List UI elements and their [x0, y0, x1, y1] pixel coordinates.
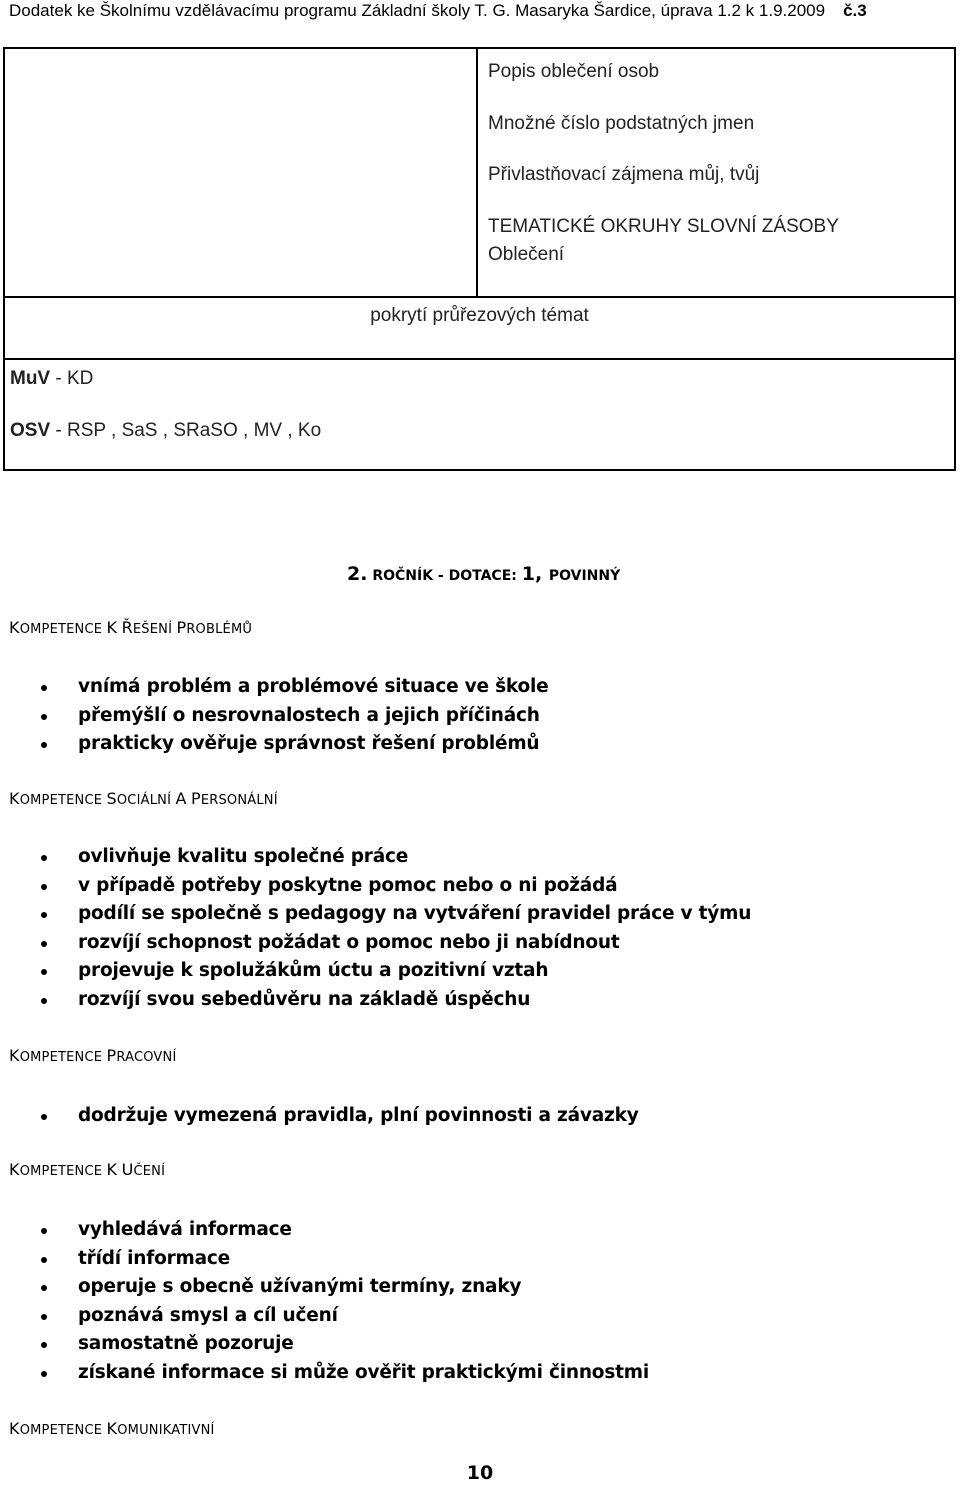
grade-heading: 2. ROČNÍK - DOTACE: 1, POVINNÝ	[347, 563, 621, 585]
list-item: podílí se společně s pedagogy na vytváření pravidel práce v týmu	[0, 900, 751, 929]
competence-heading: KOMPETENCE K ŘEŠENÍ PROBLÉMŮ	[9, 618, 253, 637]
row-divider	[5, 358, 954, 360]
coverage-key: MuV	[10, 368, 51, 389]
list-item: poznává smysl a cíl učení	[0, 1302, 649, 1331]
competence-heading: KOMPETENCE KOMUNIKATIVNÍ	[9, 1419, 215, 1438]
list-item: získané informace si může ověřit praktickými činnostmi	[0, 1359, 649, 1388]
competence-heading: KOMPETENCE SOCIÁLNÍ A PERSONÁLNÍ	[9, 789, 278, 808]
coverage-value: - RSP , SaS , SRaSO , MV , Ko	[50, 420, 322, 441]
curriculum-table	[3, 47, 956, 471]
topic-item: Oblečení	[488, 244, 565, 265]
topic-item: Popis oblečení osob	[488, 61, 660, 82]
competence-heading: KOMPETENCE PRACOVNÍ	[9, 1046, 177, 1065]
coverage-value: - KD	[50, 368, 94, 389]
coverage-key: OSV	[10, 420, 51, 441]
list-item: v případě potřeby poskytne pomoc nebo o ni požádá	[0, 872, 751, 901]
competence-list	[0, 843, 751, 1015]
header-text: Dodatek ke Školnímu vzdělávacímu programu Základní školy T. G. Masaryka Šardice, úprava 1.2 k 1.9.2009	[9, 1, 826, 20]
coverage-line	[10, 420, 321, 442]
list-item: ovlivňuje kvalitu společné práce	[0, 843, 751, 872]
coverage-title: pokrytí průřezových témat	[370, 305, 589, 326]
list-item: dodržuje vymezená pravidla, plní povinnosti a závazky	[0, 1102, 639, 1131]
list-item: rozvíjí schopnost požádat o pomoc nebo ji nabídnout	[0, 929, 751, 958]
competence-list	[0, 1102, 639, 1131]
column-divider	[476, 49, 478, 296]
list-item: přemýšlí o nesrovnalostech a jejich příčinách	[0, 702, 549, 731]
header-number: č.3	[843, 1, 867, 20]
page-number: 10	[466, 1462, 494, 1484]
list-item: samostatně pozoruje	[0, 1330, 649, 1359]
list-item: vyhledává informace	[0, 1216, 649, 1245]
topic-item: Množné číslo podstatných jmen	[488, 113, 755, 134]
list-item: vnímá problém a problémové situace ve škole	[0, 673, 549, 702]
list-item: projevuje k spolužákům úctu a pozitivní vztah	[0, 957, 751, 986]
list-item: rozvíjí svou sebedůvěru na základě úspěchu	[0, 986, 751, 1015]
list-item: třídí informace	[0, 1245, 649, 1274]
row-divider	[5, 296, 954, 298]
topic-item: TEMATICKÉ OKRUHY SLOVNÍ ZÁSOBY	[488, 216, 839, 237]
competence-heading: KOMPETENCE K UČENÍ	[9, 1160, 166, 1179]
coverage-line	[10, 368, 93, 390]
competence-list	[0, 1216, 649, 1388]
list-item: prakticky ověřuje správnost řešení problémů	[0, 730, 549, 759]
competence-list	[0, 673, 549, 759]
topic-item: Přivlastňovací zájmena můj, tvůj	[488, 164, 760, 185]
page-header	[9, 0, 867, 22]
list-item: operuje s obecně užívanými termíny, znaky	[0, 1273, 649, 1302]
